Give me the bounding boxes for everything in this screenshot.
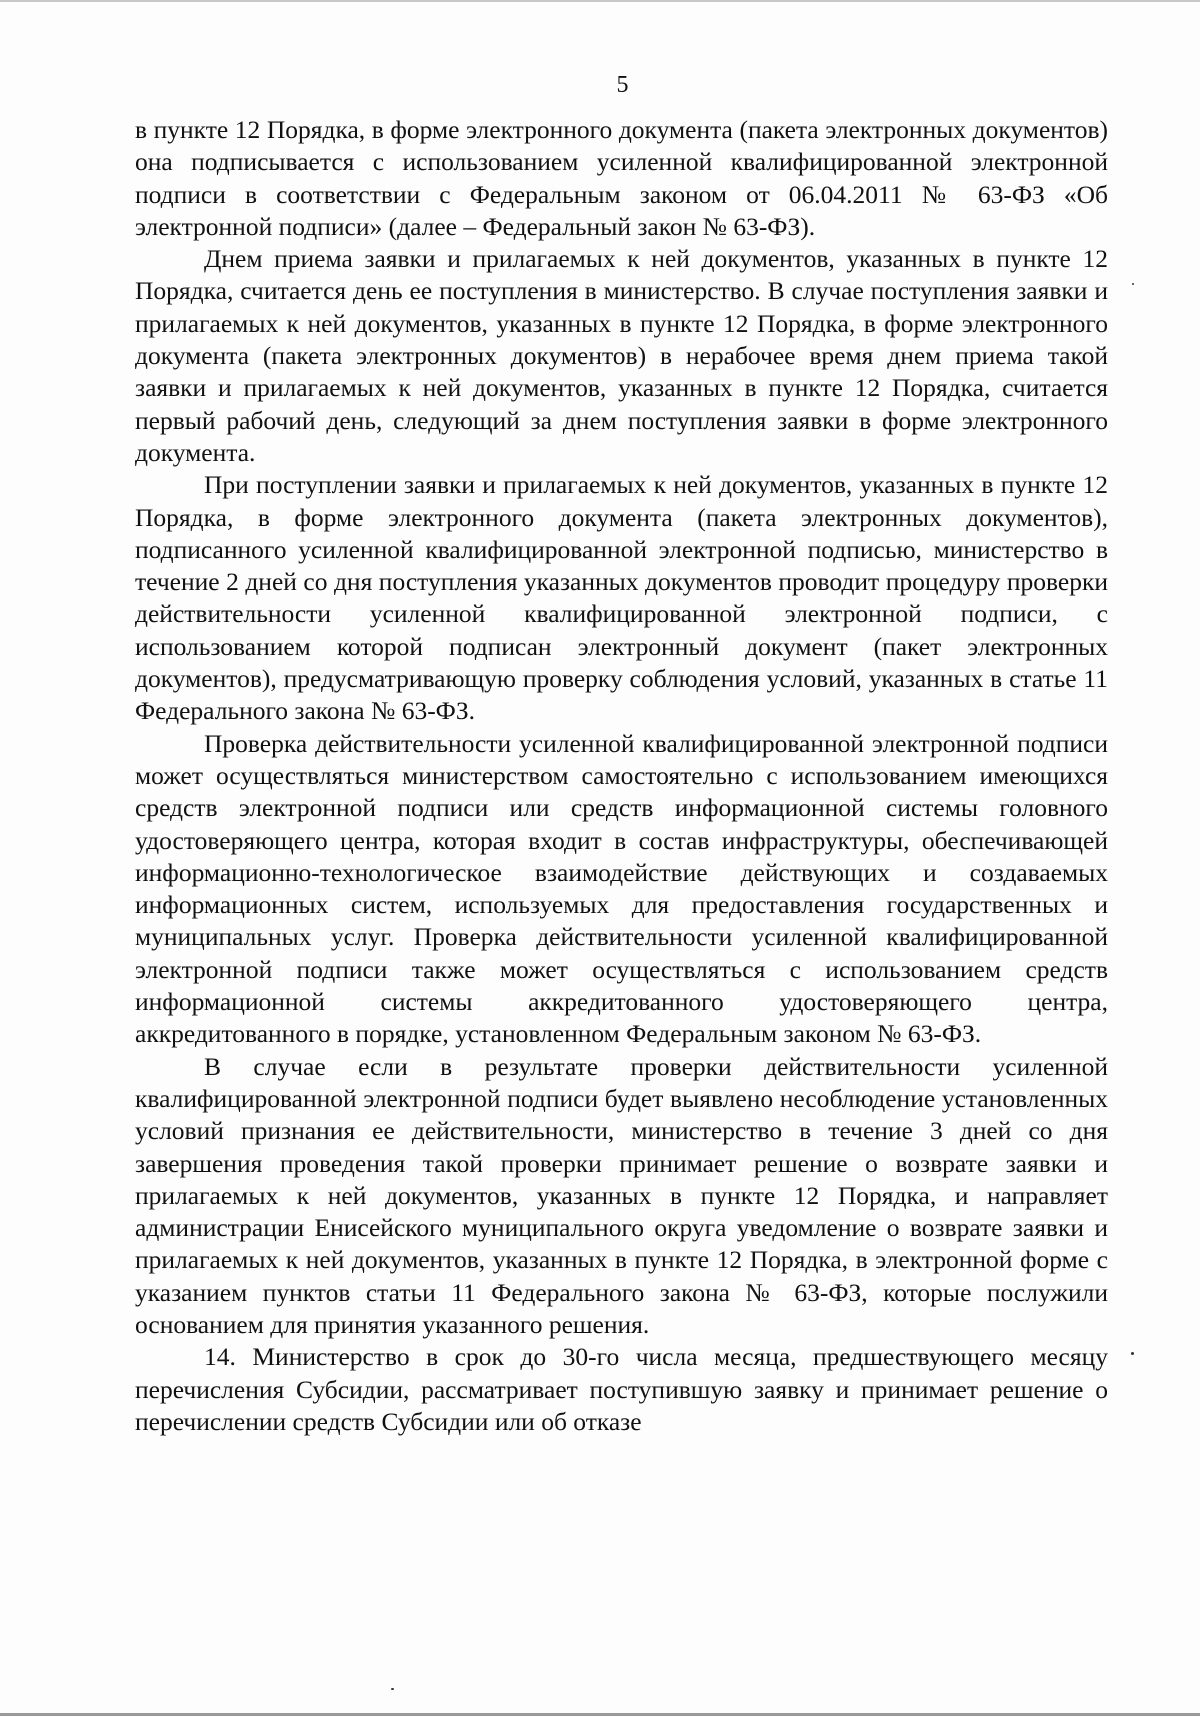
- page-number: 5: [616, 72, 629, 98]
- scan-edge-bottom: [0, 1713, 1200, 1716]
- scan-speck: [1132, 283, 1134, 285]
- paragraph-return-decision: В случае если в результате проверки действительности усиленной квалифицированной электронной подписи будет выявлено несоблюдение установленных условий признания ее действительности, министерство в течение 3 дней со дня завершения проведения такой проверки принимает решение о возврате заявки и прилагаемых к ней документов, указанных в пункте 12 Порядка, и направляет администрации Енисейского муниципального округа уведомление о возврате заявки и прилагаемых к ней документов, указанных в пункте 12 Порядка, в электронной форме с указанием пунктов статьи 11 Федерального закона № 63-ФЗ, которые послужили основанием для принятия указанного решения.: [135, 1051, 1108, 1339]
- paragraph-continuation: в пункте 12 Порядка, в форме электронного документа (пакета электронных документов) она подписывается с использованием усиленной квалифицированной электронной подписи в соответствии с Федеральным законом от 06.04.2011 № 63-ФЗ «Об электронной подписи» (далее – Федеральный закон № 63-ФЗ).: [135, 115, 1108, 241]
- scan-speck: [1131, 1352, 1134, 1355]
- scan-edge-top: [0, 0, 1200, 2]
- document-body: [135, 114, 1108, 1438]
- paragraph-verification-means: Проверка действительности усиленной квалифицированной электронной подписи может осуществляться министерством самостоятельно с использованием имеющихся средств электронной подписи или средств информационной системы головного удостоверяющего центра, которая входит в состав инфраструктуры, обеспечивающей информационно-технологическое взаимодействие действующих и создаваемых информационных систем, используемых для предоставления государственных и муниципальных услуг. Проверка действительности усиленной квалифицированной электронной подписи также может осуществляться с использованием средств информационной системы аккредитованного удостоверяющего центра, аккредитованного в порядке, установленном Федеральным законом № 63-ФЗ.: [135, 728, 1108, 1049]
- paragraph-signature-check: При поступлении заявки и прилагаемых к ней документов, указанных в пункте 12 Порядка, в форме электронного документа (пакета электронных документов), подписанного усиленной квалифицированной электронной подписью, министерство в течение 2 дней со дня поступления указанных документов проводит процедуру проверки действительности усиленной квалифицированной электронной подписи, с использованием которой подписан электронный документ (пакет электронных документов), предусматривающую проверку соблюдения условий, указанных в статье 11 Федерального закона № 63-ФЗ.: [135, 470, 1108, 726]
- scan-speck: [391, 1688, 394, 1690]
- paragraph-reception-date: Днем приема заявки и прилагаемых к ней документов, указанных в пункте 12 Порядка, считается день ее поступления в министерство. В случае поступления заявки и прилагаемых к ней документов, указанных в пункте 12 Порядка, в форме электронного документа (пакета электронных документов) в нерабочее время днем приема такой заявки и прилагаемых к ней документов, указанных в пункте 12 Порядка, считается первый рабочий день, следующий за днем поступления заявки в форме электронного документа.: [135, 244, 1108, 467]
- paragraph-item-14: 14. Министерство в срок до 30-го числа месяца, предшествующего месяцу перечисления Субсидии, рассматривает поступившую заявку и принимает решение о перечислении средств Субсидии или об отказе: [135, 1342, 1108, 1436]
